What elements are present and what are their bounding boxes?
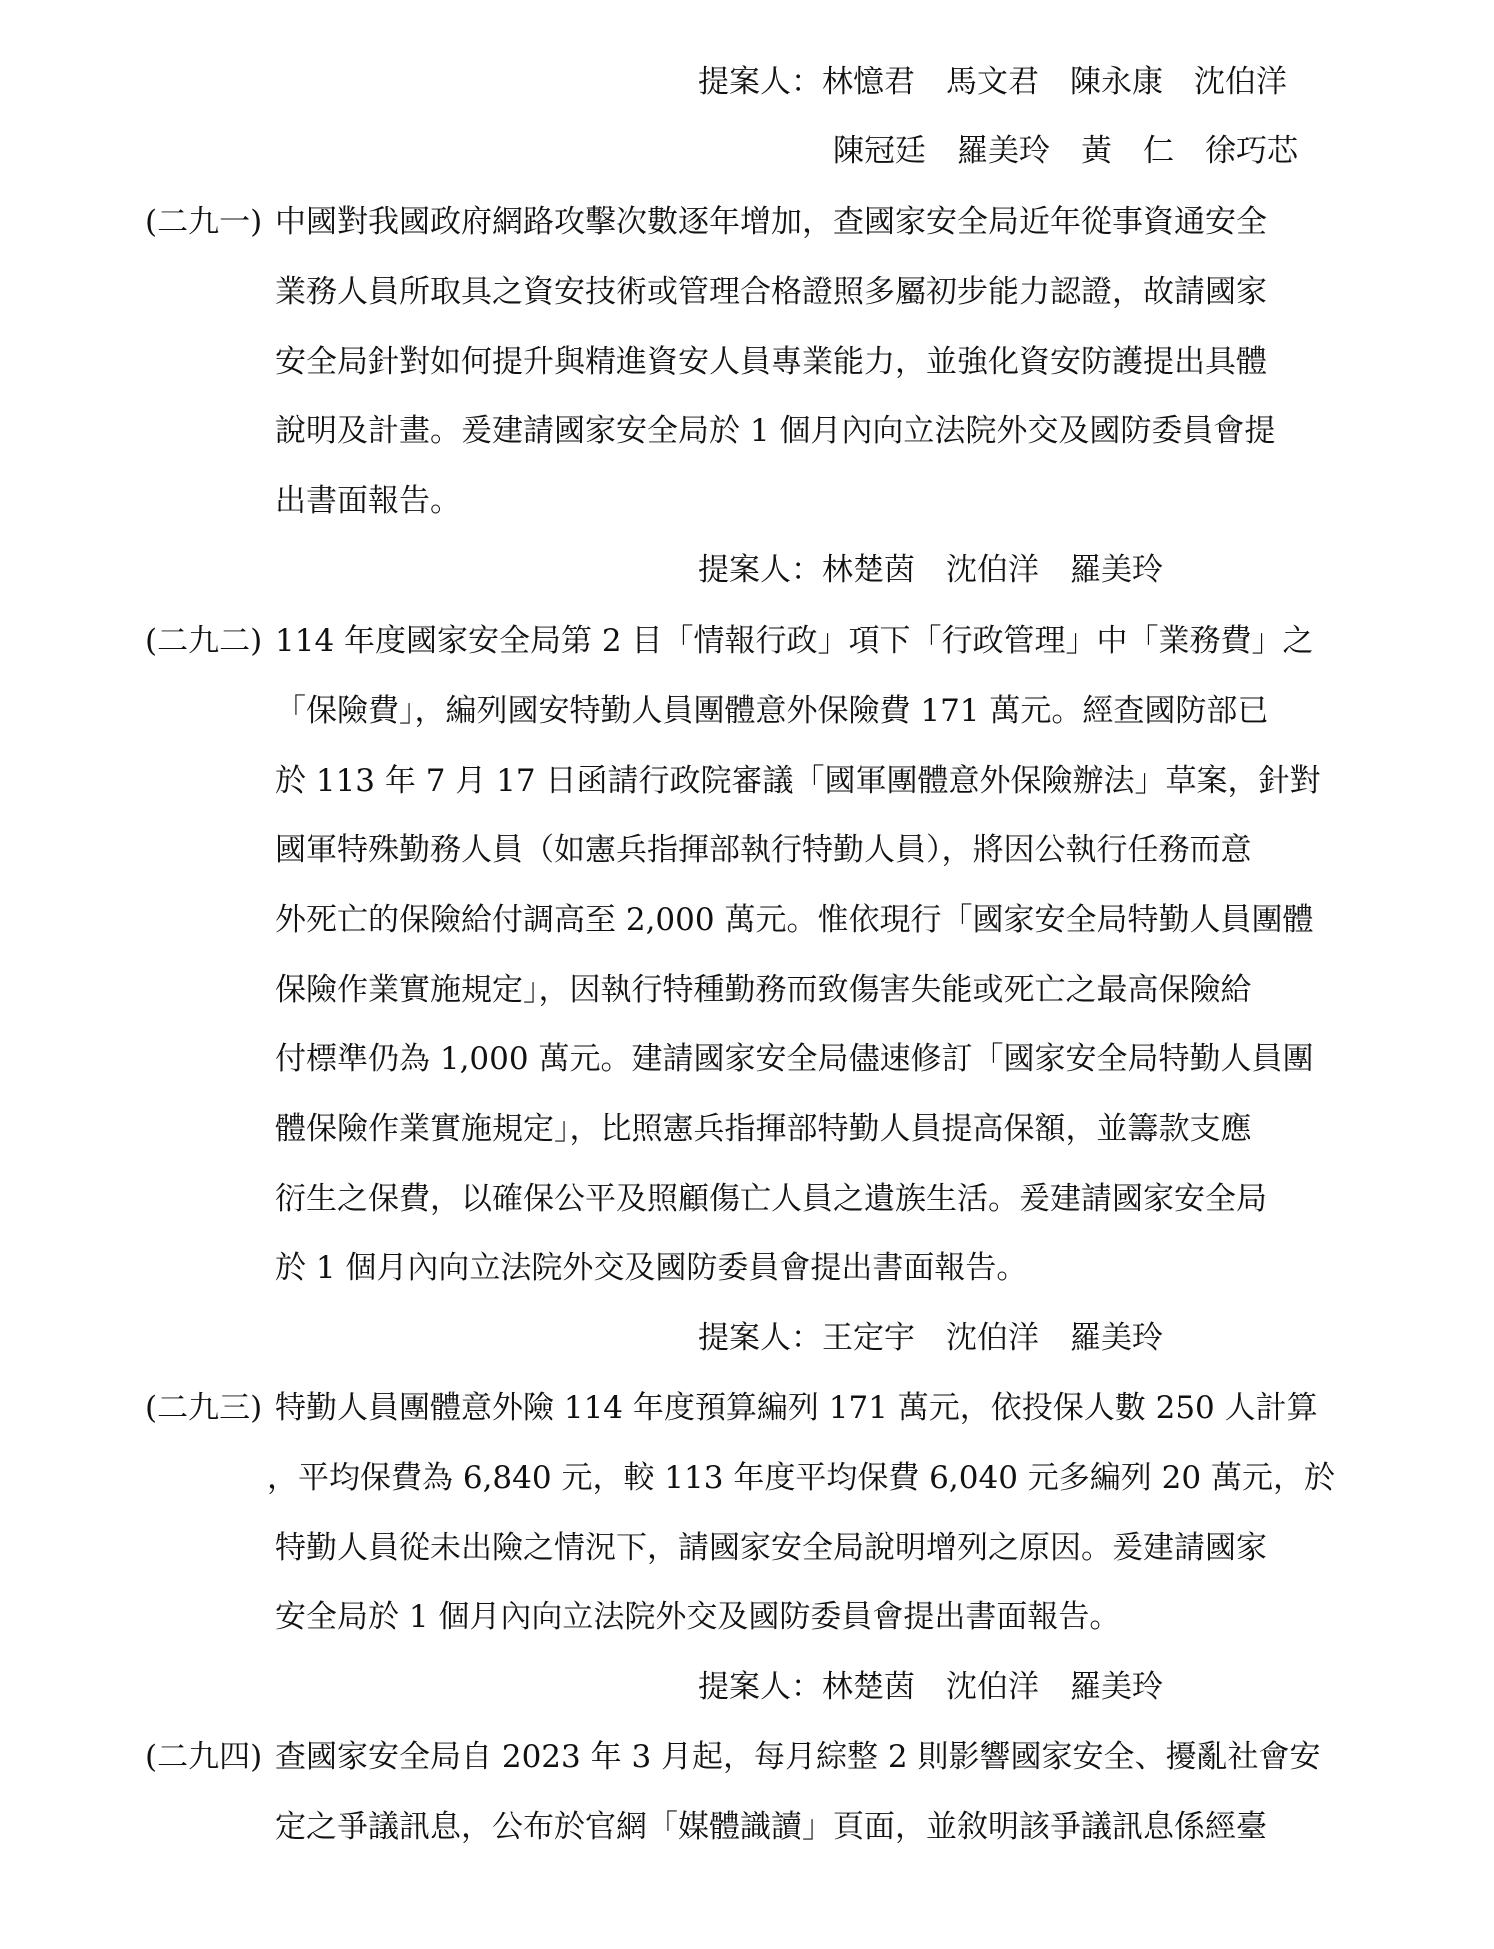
item-text-line: 說明及計畫。爰建請國家安全局於 1 個月內向立法院外交及國防委員會提 [275,413,1276,449]
item-text-line: 於 113 年 7 月 17 日函請行政院審議「國軍團體意外保險辦法」草案，針對 [275,763,1321,799]
proposer-line: 提案人：林憶君 馬文君 陳永康 沈伯洋 [698,64,1287,100]
proposer-line: 提案人：林楚茵 沈伯洋 羅美玲 [698,1669,1163,1705]
item-text-line: 體保險作業實施規定」，比照憲兵指揮部特勤人員提高保額，並籌款支應 [275,1111,1252,1147]
item-text-line: 業務人員所取具之資安技術或管理合格證照多屬初步能力認證，故請國家 [275,274,1267,310]
item-number: (二九三) [145,1390,263,1426]
item-text-line: 付標準仍為 1,000 萬元。建請國家安全局儘速修訂「國家安全局特勤人員團 [275,1041,1314,1077]
item-number: (二九四) [145,1739,263,1775]
item-text-line: 外死亡的保險給付調高至 2,000 萬元。惟依現行「國家安全局特勤人員團體 [275,902,1314,938]
item-text-line: 保險作業實施規定」，因執行特種勤務而致傷害失能或死亡之最高保險給 [275,972,1252,1008]
item-text-line: 於 1 個月內向立法院外交及國防委員會提出書面報告。 [275,1250,1028,1286]
proposer-line: 提案人：王定宇 沈伯洋 羅美玲 [698,1320,1163,1356]
item-text-line: ，平均保費為 6,840 元，較 113 年度平均保費 6,040 元多編列 20 萬元，於 [267,1460,1335,1496]
proposer-line: 提案人：林楚茵 沈伯洋 羅美玲 [698,552,1163,588]
item-text-line: 安全局針對如何提升與精進資安人員專業能力，並強化資安防護提出具體 [275,344,1267,380]
proposer-line: 陳冠廷 羅美玲 黃 仁 徐巧芯 [833,133,1298,169]
item-text-line: 安全局於 1 個月內向立法院外交及國防委員會提出書面報告。 [275,1599,1121,1635]
item-text-line: 定之爭議訊息，公布於官網「媒體識讀」頁面，並敘明該爭議訊息係經臺 [275,1809,1267,1845]
item-text-line: 特勤人員團體意外險 114 年度預算編列 171 萬元，依投保人數 250 人計算 [275,1390,1318,1426]
item-text-line: 查國家安全局自 2023 年 3 月起，每月綜整 2 則影響國家安全、擾亂社會安 [275,1739,1321,1775]
item-text-line: 114 年度國家安全局第 2 目「情報行政」項下「行政管理」中「業務費」之 [275,623,1314,659]
item-text-line: 衍生之保費，以確保公平及照顧傷亡人員之遺族生活。爰建請國家安全局 [275,1181,1267,1217]
item-text-line: 出書面報告。 [275,483,461,519]
item-number: (二九二) [145,623,263,659]
item-text-line: 「保險費」，編列國安特勤人員團體意外保險費 171 萬元。經查國防部已 [275,693,1269,729]
item-number: (二九一) [145,204,263,240]
item-text-line: 特勤人員從未出險之情況下，請國家安全局說明增列之原因。爰建請國家 [275,1530,1267,1566]
item-text-line: 國軍特殊勤務人員（如憲兵指揮部執行特勤人員），將因公執行任務而意 [275,832,1252,868]
item-text-line: 中國對我國政府網路攻擊次數逐年增加，查國家安全局近年從事資通安全 [275,204,1267,240]
